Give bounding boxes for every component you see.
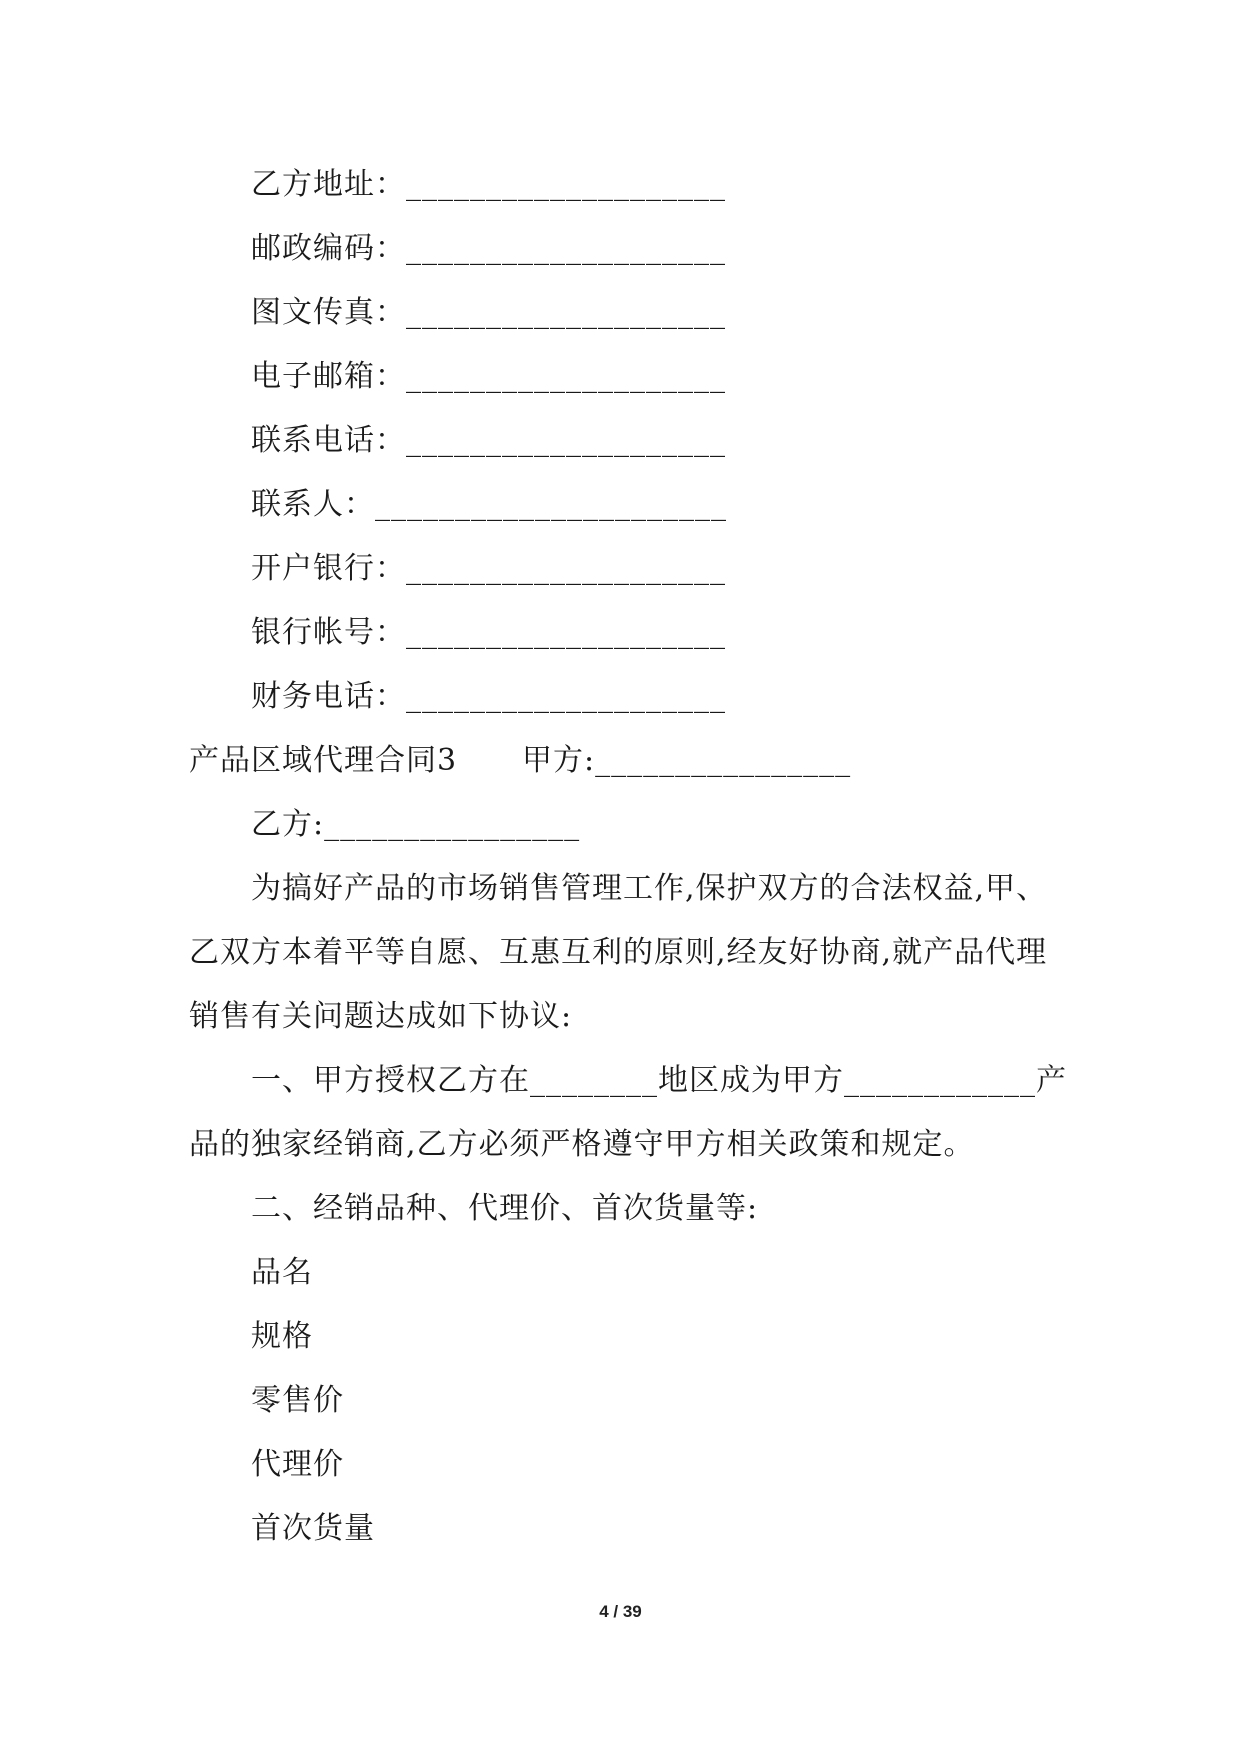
field-phone: 联系电话：____________________ [251, 423, 726, 458]
contract-heading: 产品区域代理合同3 [189, 743, 458, 778]
intro-paragraph-line-3: 销售有关问题达成如下协议: [189, 999, 573, 1034]
item-specification: 规格 [251, 1319, 313, 1354]
party-a-line: 甲方:________________ [522, 743, 852, 778]
field-bank: 开户银行：____________________ [251, 551, 726, 586]
page-number: 4 / 39 [599, 1602, 642, 1621]
field-finance-phone: 财务电话：____________________ [251, 679, 726, 714]
field-party-b-address: 乙方地址：____________________ [251, 167, 726, 202]
field-contact: 联系人：______________________ [251, 487, 727, 522]
field-postal-code: 邮政编码：____________________ [251, 231, 726, 266]
intro-paragraph-line-1: 为搞好产品的市场销售管理工作,保护双方的合法权益,甲、 [251, 871, 1048, 906]
field-fax: 图文传真：____________________ [251, 295, 726, 330]
clause-1-line-1: 一、甲方授权乙方在________地区成为甲方____________产 [251, 1063, 1067, 1098]
item-product-name: 品名 [251, 1255, 313, 1290]
clause-1-line-2: 品的独家经销商,乙方必须严格遵守甲方相关政策和规定。 [189, 1127, 975, 1162]
field-email: 电子邮箱：____________________ [251, 359, 726, 394]
clause-2-heading: 二、经销品种、代理价、首次货量等: [251, 1191, 759, 1226]
item-initial-quantity: 首次货量 [251, 1511, 375, 1546]
item-agent-price: 代理价 [251, 1447, 344, 1482]
field-account: 银行帐号：____________________ [251, 615, 726, 650]
item-retail-price: 零售价 [251, 1383, 344, 1418]
intro-paragraph-line-2: 乙双方本着平等自愿、互惠互利的原则,经友好协商,就产品代理 [189, 935, 1048, 970]
party-b-line: 乙方:________________ [251, 807, 581, 842]
